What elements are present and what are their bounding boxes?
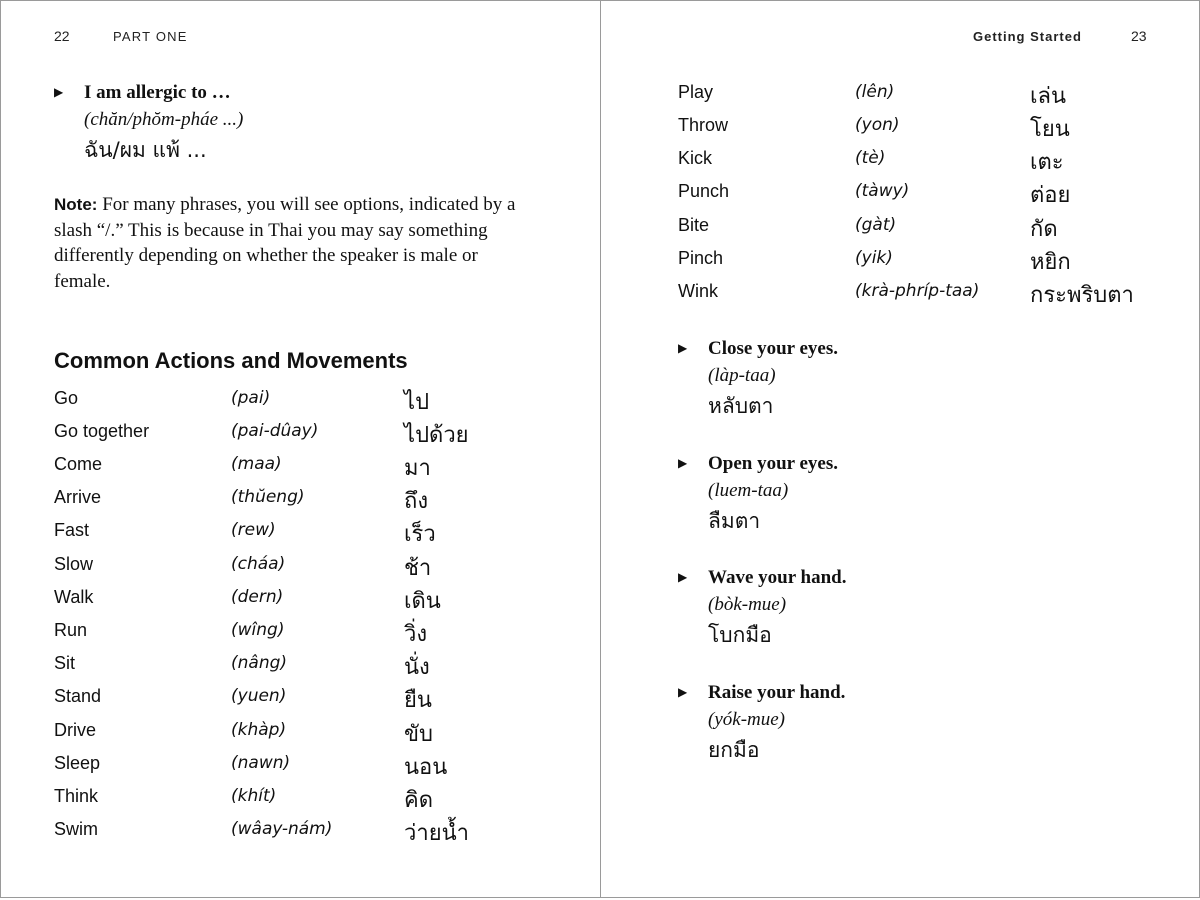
phrase-english: I am allergic to …: [84, 82, 231, 103]
vocab-transliteration: (dern): [231, 587, 284, 607]
vocab-english: Throw: [678, 115, 729, 135]
phrase-thai: ฉัน/ผม แพ้ ...: [84, 138, 207, 162]
vocab-thai: วิ่ง: [404, 622, 428, 647]
phrase-english: Raise your hand.: [708, 682, 846, 703]
page-number: 22: [54, 28, 70, 44]
triangle-bullet-icon: ▶: [54, 85, 64, 99]
vocab-row: [678, 144, 1198, 177]
vocab-english: Sit: [54, 653, 76, 673]
vocab-transliteration: (tè): [855, 148, 886, 168]
vocab-transliteration: (khàp): [231, 720, 287, 740]
triangle-bullet-icon: ▶: [678, 456, 688, 470]
vocab-thai: คิด: [404, 788, 434, 813]
vocab-english: Bite: [678, 215, 710, 235]
vocab-english: Go: [54, 388, 79, 408]
running-head: Getting Started: [973, 29, 1082, 44]
vocab-thai: กระพริบตา: [1030, 283, 1134, 308]
vocab-thai: ว่ายน้ำ: [404, 821, 469, 846]
vocab-transliteration: (nawn): [231, 753, 291, 773]
vocab-transliteration: (rew): [231, 520, 276, 540]
vocab-row: [54, 616, 574, 649]
vocab-row: [54, 417, 574, 450]
vocab-english: Wink: [678, 281, 718, 301]
vocab-row: [54, 516, 574, 549]
vocab-transliteration: (maa): [231, 454, 282, 474]
vocab-english: Fast: [54, 520, 90, 540]
section-title: Common Actions and Movements: [54, 348, 408, 373]
vocab-english: Punch: [678, 181, 730, 201]
vocab-row: [54, 782, 574, 815]
phrase-thai: โบกมือ: [708, 623, 772, 647]
vocab-thai: ยืน: [404, 688, 432, 713]
vocab-row: [678, 277, 1198, 310]
vocab-thai: เร็ว: [404, 522, 436, 547]
vocab-english: Stand: [54, 686, 102, 706]
phrase-transliteration: (chăn/phŏm-pháe ...): [84, 109, 244, 130]
vocab-transliteration: (thŭeng): [231, 487, 305, 507]
vocab-english: Sleep: [54, 753, 101, 773]
right-page: [600, 0, 1200, 898]
vocab-transliteration: (lên): [855, 82, 895, 102]
vocab-english: Come: [54, 454, 103, 474]
phrase-english: Wave your hand.: [708, 567, 847, 588]
vocab-english: Kick: [678, 148, 713, 168]
triangle-bullet-icon: ▶: [678, 570, 688, 584]
phrase-transliteration: (làp-taa): [708, 365, 776, 386]
phrase-thai: หลับตา: [708, 394, 774, 418]
vocab-english: Walk: [54, 587, 94, 607]
vocab-row: [54, 384, 574, 417]
vocab-transliteration: (wîng): [231, 620, 285, 640]
vocab-row: [54, 749, 574, 782]
vocab-transliteration: (gàt): [855, 215, 897, 235]
note-paragraph: [54, 192, 534, 294]
vocab-thai: ช้า: [404, 556, 432, 581]
vocab-row: [54, 483, 574, 516]
vocab-transliteration: (nâng): [231, 653, 288, 673]
page-number: 23: [1131, 28, 1147, 44]
vocab-row: [678, 111, 1198, 144]
vocab-thai: นอน: [404, 755, 448, 780]
running-head: PART ONE: [113, 29, 188, 44]
vocab-row: [54, 682, 574, 715]
vocab-english: Arrive: [54, 487, 102, 507]
vocab-transliteration: (wâay-nám): [231, 819, 333, 839]
vocab-row: [54, 450, 574, 483]
vocab-transliteration: (tàwy): [855, 181, 910, 201]
vocab-english: Play: [678, 82, 714, 102]
vocab-thai: เดิน: [404, 589, 441, 614]
vocab-transliteration: (krà-phríp-taa): [855, 281, 980, 301]
vocab-english: Go together: [54, 421, 150, 441]
left-page: [0, 0, 601, 898]
vocab-row: [54, 550, 574, 583]
vocab-row: [54, 815, 574, 848]
vocab-thai: หยิก: [1030, 250, 1071, 275]
vocab-thai: นั่ง: [404, 655, 430, 680]
vocab-row: [678, 78, 1198, 111]
vocab-thai: ไปด้วย: [404, 423, 469, 448]
phrase-transliteration: (luem-taa): [708, 480, 789, 501]
vocab-thai: ไป: [404, 390, 430, 415]
vocab-transliteration: (pai-dûay): [231, 421, 319, 441]
vocab-transliteration: (khít): [231, 786, 277, 806]
triangle-bullet-icon: ▶: [678, 341, 688, 355]
triangle-bullet-icon: ▶: [678, 685, 688, 699]
vocab-thai: ถึง: [404, 489, 429, 514]
vocab-thai: มา: [404, 456, 431, 481]
phrase-english: Close your eyes.: [708, 338, 838, 359]
vocab-english: Slow: [54, 554, 94, 574]
vocab-thai: ขับ: [404, 722, 434, 747]
vocab-row: [678, 244, 1198, 277]
vocab-english: Think: [54, 786, 99, 806]
vocab-transliteration: (pai): [231, 388, 271, 408]
vocab-thai: เตะ: [1030, 150, 1064, 175]
vocab-english: Swim: [54, 819, 98, 839]
vocab-thai: ต่อย: [1030, 183, 1071, 208]
vocab-row: [54, 583, 574, 616]
vocab-row: [678, 211, 1198, 244]
phrase-thai: ลืมตา: [708, 509, 761, 533]
vocab-transliteration: (yon): [855, 115, 900, 135]
vocab-english: Pinch: [678, 248, 724, 268]
vocab-row: [54, 716, 574, 749]
vocab-thai: โยน: [1030, 117, 1070, 142]
vocab-transliteration: (yuen): [231, 686, 287, 706]
phrase-thai: ยกมือ: [708, 738, 760, 762]
note-text: For many phrases, you will see options, indicated by a slash “/.” This is because in Thai you may say something differently depending on whether the speaker is male or female.: [54, 194, 516, 292]
phrase-transliteration: (yók-mue): [708, 709, 786, 730]
phrase-transliteration: (bòk-mue): [708, 594, 787, 615]
vocab-english: Run: [54, 620, 88, 640]
note-label: Note:: [54, 195, 98, 214]
vocab-transliteration: (cháa): [231, 554, 286, 574]
vocab-row: [54, 649, 574, 682]
vocab-thai: เล่น: [1030, 84, 1067, 109]
vocab-row: [678, 177, 1198, 210]
phrase-english: Open your eyes.: [708, 453, 839, 474]
vocab-english: Drive: [54, 720, 97, 740]
vocab-transliteration: (yik): [855, 248, 893, 268]
vocab-thai: กัด: [1030, 217, 1058, 242]
